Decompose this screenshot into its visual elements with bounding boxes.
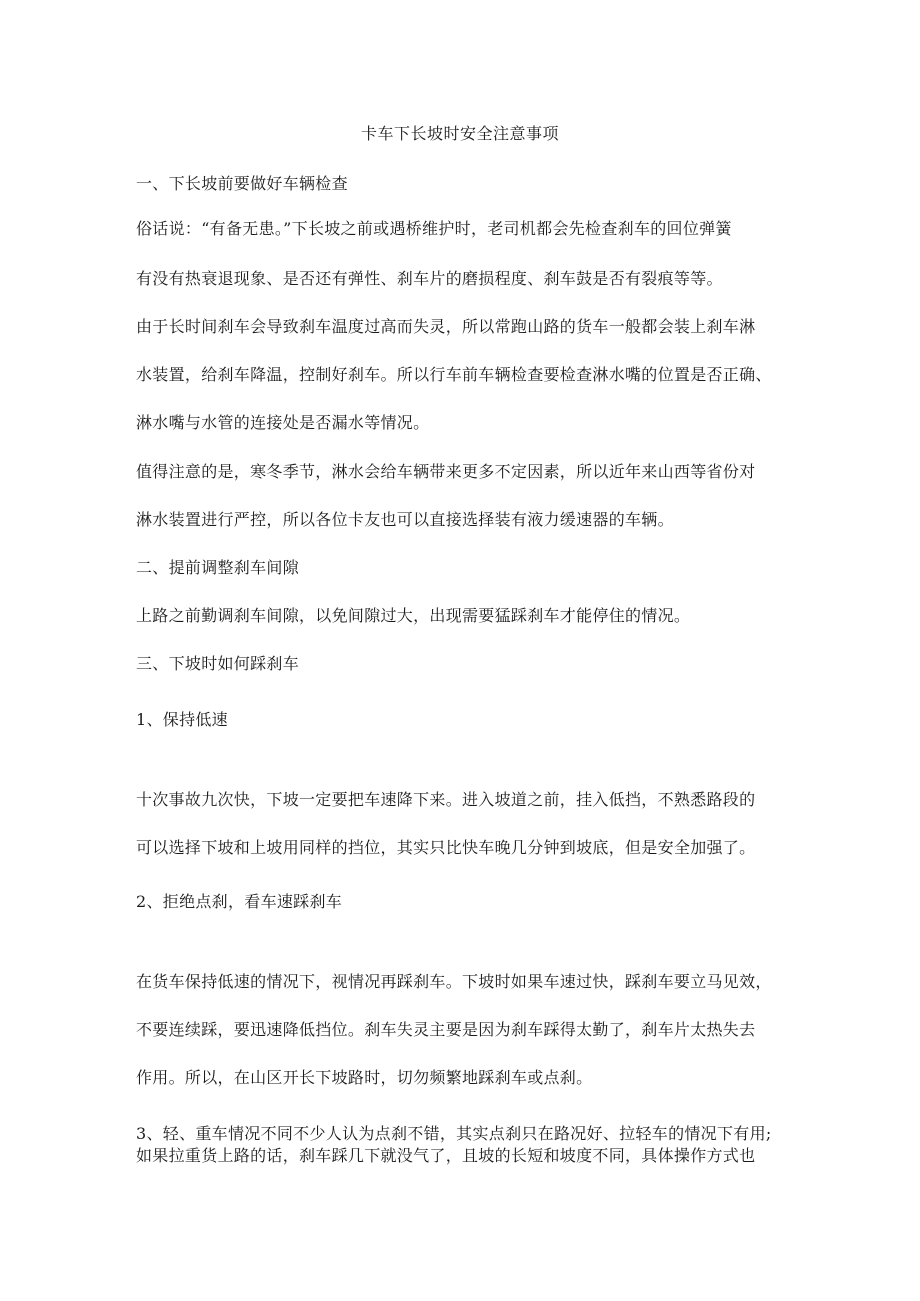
paragraph-line: 作用。所以，在山区开长下坡路时，切勿频繁地踩刹车或点刹。 bbox=[136, 1068, 593, 1087]
paragraph-line: 水装置，给刹车降温，控制好刹车。所以行车前车辆检查要检查淋水嘴的位置是否正确、 bbox=[136, 365, 772, 384]
paragraph-line: 不要连续踩，要迅速降低挡位。刹车失灵主要是因为刹车踩得太勤了，刹车片太热失去 bbox=[136, 1020, 756, 1039]
document-title: 卡车下长坡时安全注意事项 bbox=[360, 124, 559, 143]
section-heading-2: 二、提前调整刹车间隙 bbox=[136, 558, 300, 577]
paragraph-line: 有没有热衰退现象、是否还有弹性、刹车片的磨损程度、刹车鼓是否有裂痕等等。 bbox=[136, 269, 723, 288]
paragraph-line: 值得注意的是，寒冬季节，淋水会给车辆带来更多不定因素，所以近年来山西等省份对 bbox=[136, 462, 756, 481]
paragraph-line: 十次事故九次快，下坡一定要把车速降下来。进入坡道之前，挂入低挡，不熟悉路段的 bbox=[136, 790, 756, 809]
paragraph-line: 俗话说：“有备无患。”下长坡之前或遇桥维护时，老司机都会先检查刹车的回位弹簧 bbox=[136, 219, 732, 238]
paragraph-line: 可以选择下坡和上坡用同样的挡位，其实只比快车晚几分钟到坡底，但是安全加强了。 bbox=[136, 838, 756, 857]
paragraph-line: 淋水装置进行严控，所以各位卡友也可以直接选择装有液力缓速器的车辆。 bbox=[136, 510, 674, 529]
subheading-1: 1、保持低速 bbox=[136, 710, 228, 729]
paragraph-line: 在货车保持低速的情况下，视情况再踩刹车。下坡时如果车速过快，踩刹车要立马见效， bbox=[136, 972, 772, 991]
paragraph-line: 上路之前勤调刹车间隙，以免间隙过大，出现需要猛踩刹车才能停住的情况。 bbox=[136, 606, 691, 625]
section-heading-1: 一、下长坡前要做好车辆检查 bbox=[136, 174, 348, 193]
paragraph-line: 3、轻、重车情况不同不少人认为点刹不错，其实点刹只在路况好、拉轻车的情况下有用; bbox=[136, 1124, 772, 1143]
paragraph-line: 如果拉重货上路的话，刹车踩几下就没气了，且坡的长短和坡度不同，具体操作方式也 bbox=[136, 1146, 756, 1165]
section-heading-3: 三、下坡时如何踩刹车 bbox=[136, 654, 300, 673]
paragraph-line: 淋水嘴与水管的连接处是否漏水等情况。 bbox=[136, 413, 430, 432]
subheading-2: 2、拒绝点刹，看车速踩刹车 bbox=[136, 892, 343, 911]
paragraph-line: 由于长时间刹车会导致刹车温度过高而失灵，所以常跑山路的货车一般都会装上刹车淋 bbox=[136, 317, 756, 336]
